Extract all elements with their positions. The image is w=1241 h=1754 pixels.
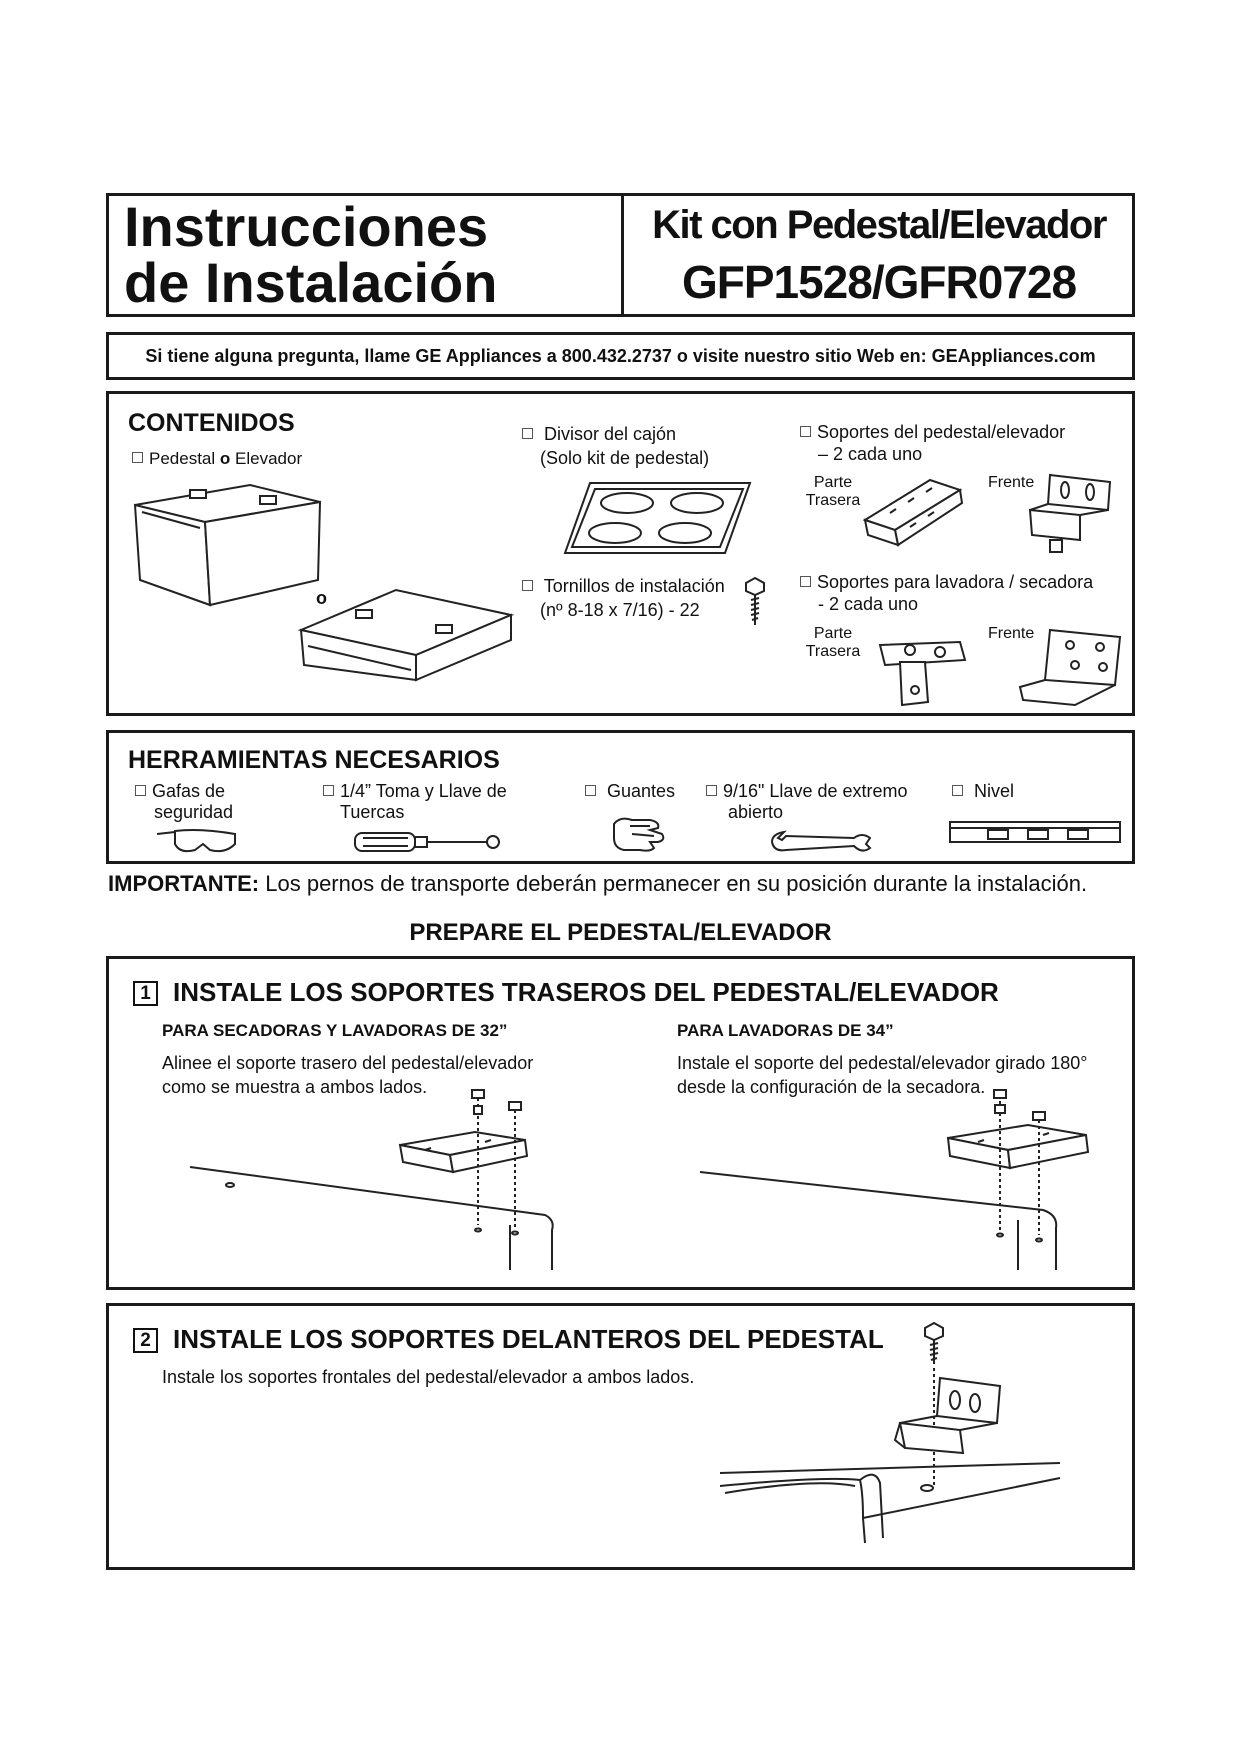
front-washer-bracket-illustration — [1015, 625, 1130, 710]
tool-gloves-label: Guantes — [585, 781, 675, 802]
doc-title-line1: Instrucciones — [124, 195, 489, 258]
checkbox — [522, 428, 533, 439]
step1-left-text-line1: Alinee el soporte trasero del pedestal/elevador — [162, 1053, 534, 1073]
doc-title-line2: de Instalación — [124, 251, 498, 314]
step1-number: 1 — [133, 981, 158, 1006]
step1-title: INSTALE LOS SOPORTES TRASEROS DEL PEDESTAL/ELEVADOR — [173, 977, 999, 1007]
tool-socket-wrench-label: 1/4” Toma y Llave de Tuercas — [323, 781, 507, 823]
rear-washer-bracket-illustration — [870, 630, 980, 710]
step1-right-diagram — [698, 1090, 1098, 1280]
checkbox — [522, 580, 533, 591]
rear-support-bracket-illustration — [860, 475, 970, 555]
checkbox — [800, 576, 811, 587]
checkbox — [135, 785, 146, 796]
checkbox — [706, 785, 717, 796]
step1-left-subheading: PARA SECADORAS Y LAVADORAS DE 32” — [162, 1021, 508, 1040]
kit-title: Kit con Pedestal/Elevador — [652, 203, 1106, 247]
important-note: IMPORTANTE: Los pernos de transporte deberán permanecer en su posición durante la instalación. — [108, 871, 1088, 896]
safety-glasses-icon — [155, 826, 240, 856]
divider-label-line1: Divisor del cajón — [522, 424, 676, 445]
step1-left-text-line2: como se muestra a ambos lados. — [162, 1077, 428, 1097]
screws-label-line2: (nº 8-18 x 7/16) - 22 — [540, 600, 700, 620]
tools-heading: HERRAMIENTAS NECESARIOS — [128, 746, 500, 774]
washer-supports-label-line2: - 2 cada uno — [818, 594, 919, 614]
tool-safety-glasses-label: Gafas de seguridad — [135, 781, 233, 823]
step1-right-subheading: PARA LAVADORAS DE 34” — [677, 1021, 894, 1040]
divider-label-line2: (Solo kit de pedestal) — [540, 448, 710, 468]
front-support-bracket-illustration — [1020, 470, 1130, 560]
model-numbers: GFP1528/GFR0728 — [681, 256, 1077, 308]
riser-illustration — [296, 580, 516, 690]
front-label-2: Frente — [988, 625, 1035, 642]
level-icon — [948, 818, 1123, 846]
prepare-heading: PREPARE EL PEDESTAL/ELEVADOR — [409, 919, 832, 946]
tool-open-end-wrench-label: 9/16" Llave de extremo abierto — [706, 781, 908, 823]
contents-heading: CONTENIDOS — [128, 409, 295, 437]
screw-icon — [922, 1322, 946, 1368]
step2-number: 2 — [133, 1328, 158, 1353]
drawer-divider-illustration — [565, 475, 755, 560]
step2-title: INSTALE LOS SOPORTES DELANTEROS DEL PEDESTAL — [173, 1324, 884, 1354]
step1-right-text-line1: Instale el soporte del pedestal/elevador girado 180° — [677, 1053, 1088, 1073]
step1-right-text-line2: desde la configuración de la secadora. — [677, 1077, 986, 1097]
ped-supports-label-line1: Soportes del pedestal/elevador — [800, 422, 1065, 443]
checkbox — [952, 785, 963, 796]
ped-supports-label-line2: – 2 cada uno — [818, 444, 923, 464]
rear-label-1: Parte Trasera — [805, 474, 861, 509]
washer-supports-label-line1: Soportes para lavadora / secadora — [800, 572, 1093, 593]
checkbox — [585, 785, 596, 796]
step2-diagram — [715, 1368, 1065, 1538]
screwdriver-icon — [353, 830, 503, 854]
contact-bar-text: Si tiene alguna pregunta, llame GE Appliances a 800.432.2737 o visite nuestro sitio Web en: GEAppliances.com — [145, 346, 1096, 366]
or-label: o — [316, 588, 327, 608]
pedestal-label: Pedestal o Elevador — [132, 449, 302, 469]
screw-icon — [743, 577, 767, 629]
screws-label-line1: Tornillos de instalación — [522, 576, 725, 597]
checkbox — [800, 426, 811, 437]
wrench-icon — [768, 826, 873, 856]
tool-level-label: Nivel — [952, 781, 1014, 802]
checkbox — [132, 452, 143, 463]
front-label-1: Frente — [988, 474, 1035, 491]
gloves-icon — [610, 814, 670, 854]
rear-label-2: Parte Trasera — [805, 625, 861, 660]
step2-text: Instale los soportes frontales del pedestal/elevador a ambos lados. — [162, 1367, 695, 1387]
checkbox — [323, 785, 334, 796]
step1-left-diagram — [185, 1090, 575, 1280]
